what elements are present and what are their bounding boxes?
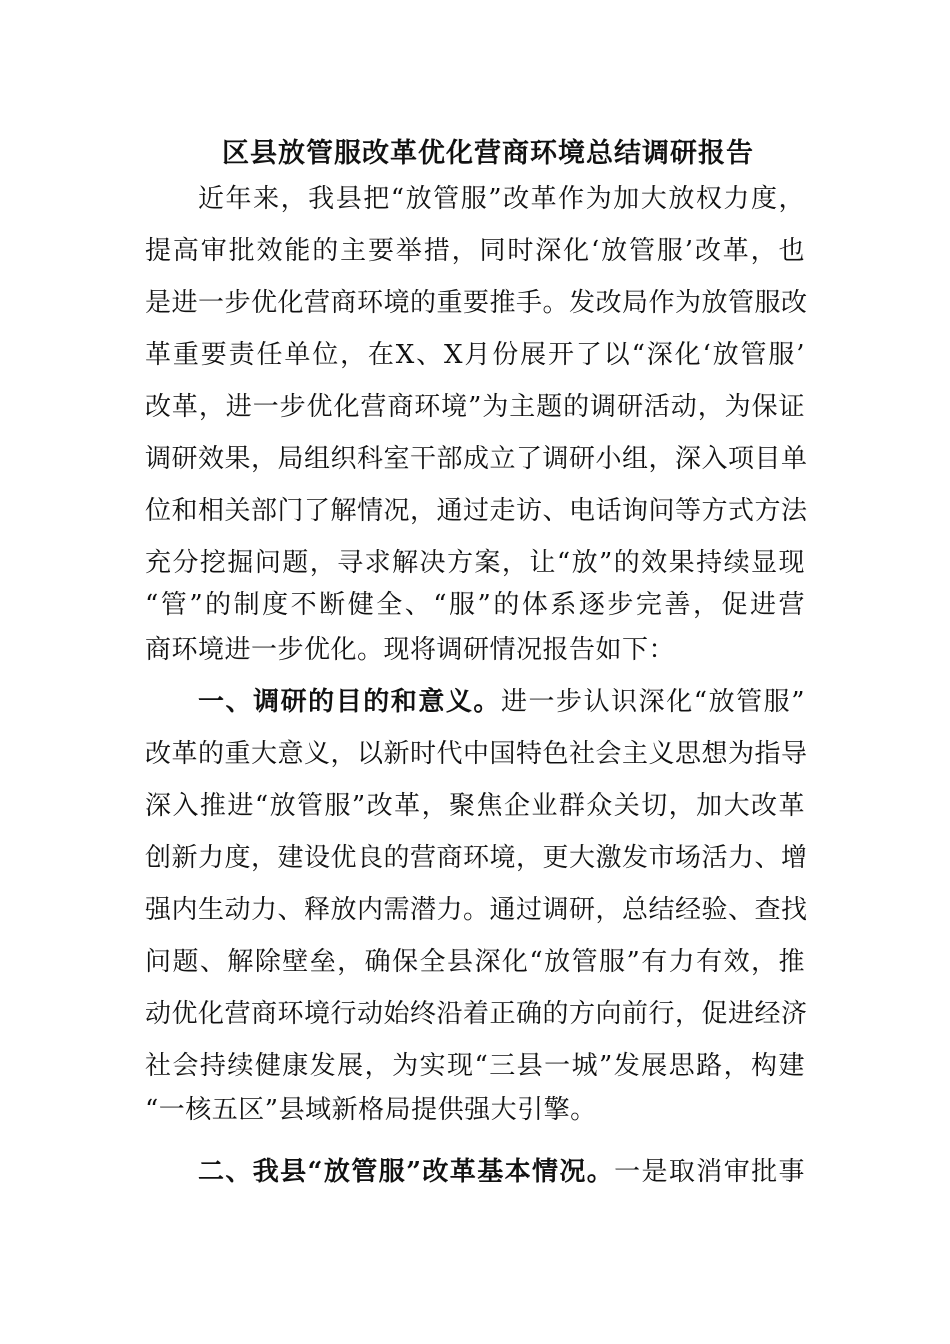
paragraph-line: 改革，进一步优化营商环境”为主题的调研活动，为保证 (145, 392, 805, 422)
paragraph-line: “一核五区”县域新格局提供强大引擎。 (145, 1095, 597, 1125)
section-2-text: 一是取消审批事 (614, 1157, 805, 1187)
paragraph-line: 近年来，我县把“放管服”改革作为加大放权力度， (198, 184, 805, 214)
section-1-heading: 一、调研的目的和意义。 (198, 687, 501, 717)
paragraph-line: 社会持续健康发展，为实现“三县一城”发展思路，构建 (145, 1051, 805, 1081)
paragraph-line: 创新力度，建设优良的营商环境，更大激发市场活力、增 (145, 843, 808, 873)
paragraph-line: 动优化营商环境行动始终沿着正确的方向前行，促进经济 (145, 999, 808, 1029)
paragraph-line: 提高审批效能的主要举措，同时深化‘放管服’改革，也 (145, 236, 805, 266)
section-1-text: 进一步认识深化“放管服” (500, 687, 805, 717)
paragraph-line: 位和相关部门了解情况，通过走访、电话询问等方式方法 (145, 496, 808, 526)
document-title: 区县放管服改革优化营商环境总结调研报告 (222, 138, 754, 169)
paragraph-line: 强内生动力、释放内需潜力。通过调研，总结经验、查找 (145, 895, 808, 925)
paragraph-line: 深入推进“放管服”改革，聚焦企业群众关切，加大改革 (145, 791, 805, 821)
section-1-first-line (198, 682, 805, 722)
paragraph-line: “管”的制度不断健全、“服”的体系逐步完善，促进营 (145, 590, 805, 620)
paragraph-line: 改革的重大意义，以新时代中国特色社会主义思想为指导 (145, 739, 808, 769)
paragraph-line: 革重要责任单位，在X、X月份展开了以“深化‘放管服’ (145, 340, 805, 370)
section-2-first-line (198, 1152, 805, 1192)
paragraph-line: 问题、解除壁垒，确保全县深化“放管服”有力有效，推 (145, 947, 805, 977)
paragraph-line: 商环境进一步优化。现将调研情况报告如下： (145, 635, 676, 665)
paragraph-line: 充分挖掘问题，寻求解决方案，让“放”的效果持续显现 (145, 548, 805, 578)
paragraph-line: 调研效果，局组织科室干部成立了调研小组，深入项目单 (145, 444, 808, 474)
section-2-heading: 二、我县“放管服”改革基本情况。 (198, 1157, 615, 1187)
paragraph-line: 是进一步优化营商环境的重要推手。发改局作为放管服改 (145, 288, 808, 318)
